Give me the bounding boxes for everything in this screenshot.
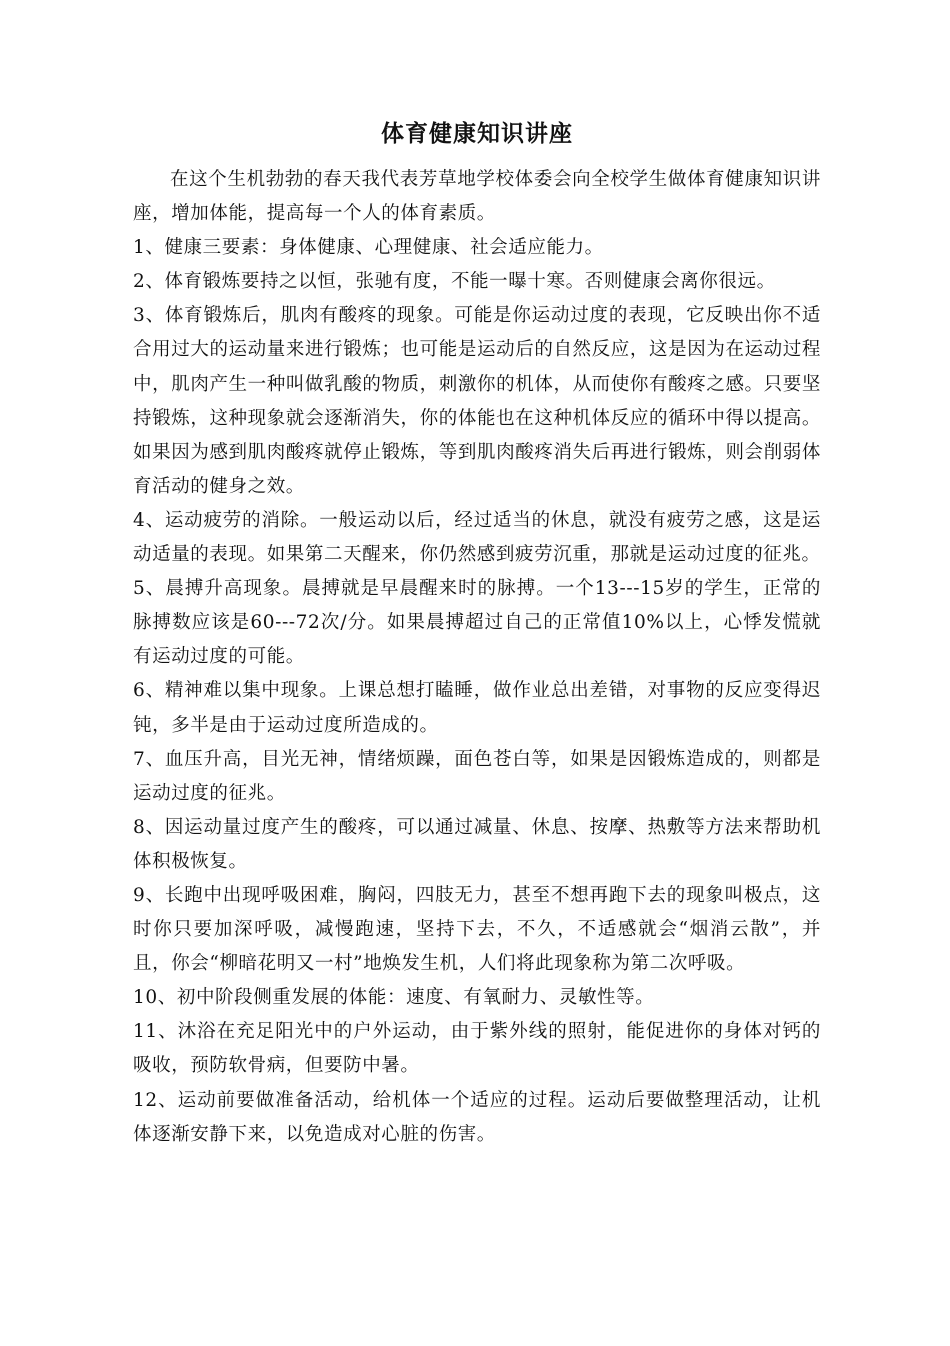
list-item-8: 8、因运动量过度产生的酸疼，可以通过减量、休息、按摩、热敷等方法来帮助机体积极恢复。 <box>133 816 821 872</box>
list-item-12: 12、运动前要做准备活动，给机体一个适应的过程。运动后要做整理活动，让机体逐渐安静下来，以免造成对心脏的伤害。 <box>133 1089 821 1145</box>
document-title: 体育健康知识讲座 <box>381 121 573 147</box>
list-item-7: 7、血压升高，目光无神，情绪烦躁，面色苍白等，如果是因锻炼造成的，则都是运动过度的征兆。 <box>133 748 821 804</box>
list-item-11: 11、沐浴在充足阳光中的户外运动，由于紫外线的照射，能促进你的身体对钙的吸收，预防软骨病，但要防中暑。 <box>133 1021 821 1077</box>
list-item-9: 9、长跑中出现呼吸困难，胸闷，四肢无力，甚至不想再跑下去的现象叫极点，这时你只要加深呼吸，减慢跑速，坚持下去，不久，不适感就会“烟消云散”，并且，你会“柳暗花明又一村”地焕发生机，人们将此现象称为第二次呼吸。 <box>133 884 821 975</box>
document-page <box>133 110 821 1152</box>
list-item-4: 4、运动疲劳的消除。一般运动以后，经过适当的休息，就没有疲劳之感，这是运动适量的表现。如果第二天醒来，你仍然感到疲劳沉重，那就是运动过度的征兆。 <box>133 509 821 566</box>
list-item-2: 2、体育锻炼要持之以恒，张驰有度，不能一曝十寒。否则健康会离你很远。 <box>133 271 776 293</box>
list-item-5: 5、晨搏升高现象。晨搏就是早晨醒来时的脉搏。一个13---15岁的学生，正常的脉搏数应该是60---72次/分。如果晨搏超过自己的正常值10%以上，心悸发慌就有运动过度的可能。 <box>133 578 821 668</box>
list-item-1: 1、健康三要素：身体健康、心理健康、社会适应能力。 <box>133 237 604 259</box>
list-item-3: 3、体育锻炼后，肌肉有酸疼的现象。可能是你运动过度的表现，它反映出你不适合用过大的运动量来进行锻炼；也可能是运动后的自然反应，这是因为在运动过程中，肌肉产生一种叫做乳酸的物质，刺激你的机体，从而使你有酸疼之感。只要坚持锻炼，这种现象就会逐渐消失，你的体能也在这种机体反应的循环中得以提高。如果因为感到肌肉酸疼就停止锻炼，等到肌肉酸疼消失后再进行锻炼，则会削弱体育活动的健身之效。 <box>133 305 821 497</box>
list-item-10: 10、初中阶段侧重发展的体能：速度、有氧耐力、灵敏性等。 <box>133 987 655 1009</box>
intro-paragraph: 在这个生机勃勃的春天我代表芳草地学校体委会向全校学生做体育健康知识讲座，增加体能，提高每一个人的体育素质。 <box>133 169 821 225</box>
list-item-6: 6、精神难以集中现象。上课总想打瞌睡，做作业总出差错，对事物的反应变得迟钝，多半是由于运动过度所造成的。 <box>133 680 821 736</box>
